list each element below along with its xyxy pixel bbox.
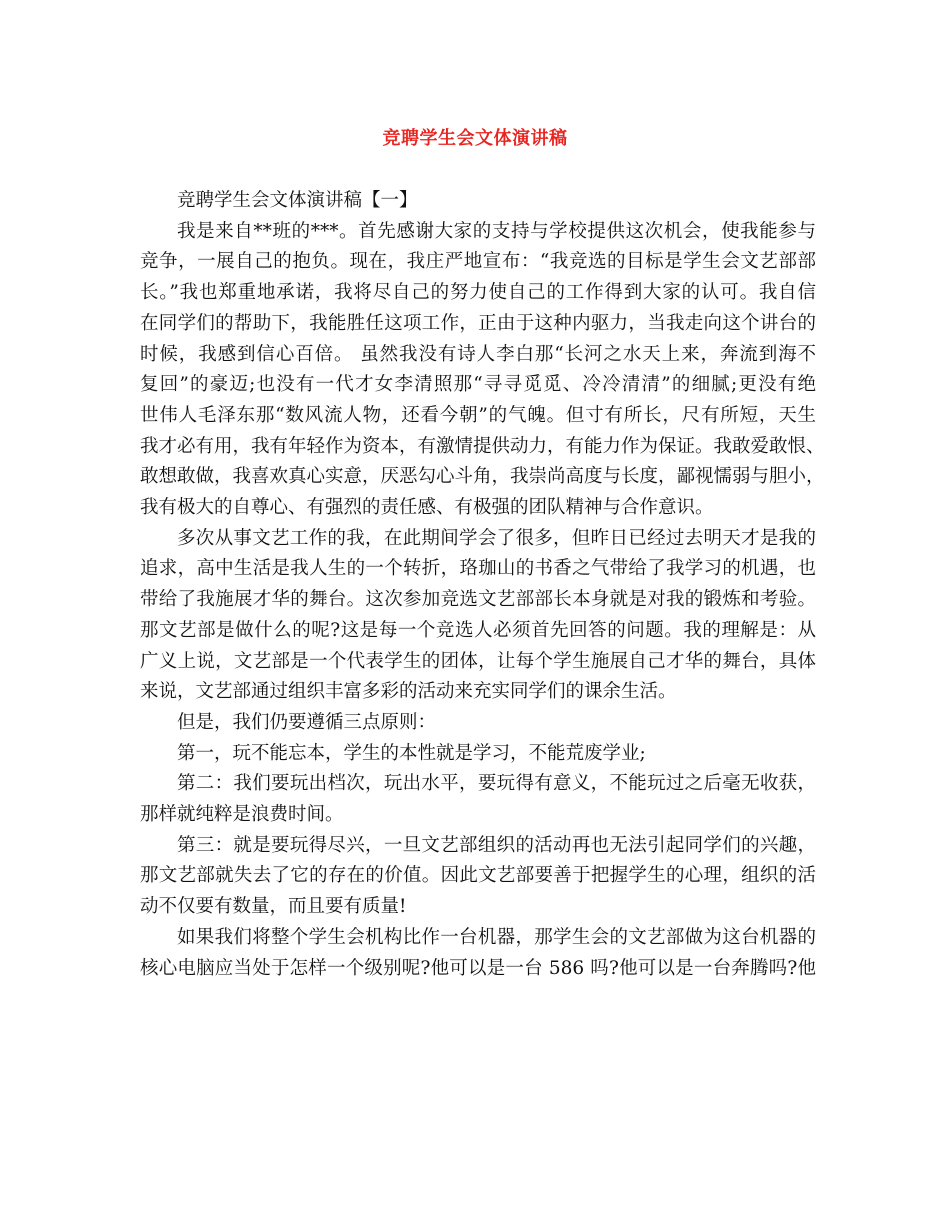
- text-line: 在同学们的帮助下，我能胜任这项工作，正由于这种内驱力，当我走向这个讲台的: [140, 312, 816, 334]
- text-line: 竞聘学生会文体演讲稿【一】: [177, 190, 418, 211]
- text-line: 我才必有用，我有年轻作为资本，有激情提供动力，有能力作为保证。我敢爱敢恨、: [140, 435, 825, 457]
- text-line: 那文艺部是做什么的呢?这是每一个竞选人必须首先回答的问题。我的理解是：从: [140, 619, 816, 641]
- text-line: 来说，文艺部通过组织丰富多彩的活动来充实同学们的课余生活。: [140, 681, 677, 703]
- text-line: 第二：我们要玩出档次，玩出水平，要玩得有意义，不能玩过之后毫无收获，: [177, 773, 816, 795]
- text-line: 但是，我们仍要遵循三点原则：: [177, 711, 437, 733]
- text-line: 追求，高中生活是我人生的一个转折，珞珈山的书香之气带给了我学习的机遇，也: [140, 558, 816, 580]
- text-line: 长。”我也郑重地承诺，我将尽自己的努力使自己的工作得到大家的认可。我自信: [140, 282, 816, 304]
- text-line: 第三：就是要玩得尽兴，一旦文艺部组织的活动再也无法引起同学们的兴趣，: [177, 834, 816, 856]
- text-line: 那文艺部就失去了它的存在的价值。因此文艺部要善于把握学生的心理，组织的活: [140, 865, 816, 887]
- text-line: 第一，玩不能忘本，学生的本性就是学习，不能荒废学业;: [177, 742, 646, 764]
- text-line: 时候，我感到信心百倍。 虽然我没有诗人李白那“长河之水天上来，奔流到海不: [140, 343, 816, 365]
- document-body: [140, 186, 825, 984]
- text-line: 世伟人毛泽东那“数风流人物，还看今朝”的气魄。但寸有所长，尺有所短，天生: [140, 404, 816, 426]
- document-title: 竞聘学生会文体演讲稿: [382, 128, 568, 149]
- text-line: 我是来自**班的***。首先感谢大家的支持与学校提供这次机会，使我能参与: [177, 220, 816, 242]
- text-line: 带给了我施展才华的舞台。这次参加竞选文艺部部长本身就是对我的锻炼和考验。: [140, 589, 816, 611]
- text-line: 那样就纯粹是浪费时间。: [140, 804, 344, 826]
- text-line: 复回”的豪迈;也没有一代才女李清照那“寻寻觅觅、冷冷清清”的细腻;更没有绝: [140, 374, 816, 396]
- text-line: 核心电脑应当处于怎样一个级别呢?他可以是一台 586 吗?他可以是一台奔腾吗?他: [140, 957, 816, 979]
- text-line: 我有极大的自尊心、有强烈的责任感、有极强的团队精神与合作意识。: [140, 497, 714, 519]
- text-line: 多次从事文艺工作的我，在此期间学会了很多，但昨日已经过去明天才是我的: [177, 527, 816, 549]
- text-line: 动不仅要有数量，而且要有质量!: [140, 896, 407, 918]
- text-line: 广义上说，文艺部是一个代表学生的团体，让每个学生施展自己才华的舞台，具体: [140, 650, 816, 672]
- text-line: 如果我们将整个学生会机构比作一台机器，那学生会的文艺部做为这台机器的: [177, 926, 816, 948]
- text-line: 敢想敢做，我喜欢真心实意，厌恶勾心斗角，我崇尚高度与长度，鄙视懦弱与胆小，: [140, 466, 825, 488]
- text-line: 竞争，一展自己的抱负。现在，我庄严地宣布：“我竞选的目标是学生会文艺部部: [140, 251, 816, 273]
